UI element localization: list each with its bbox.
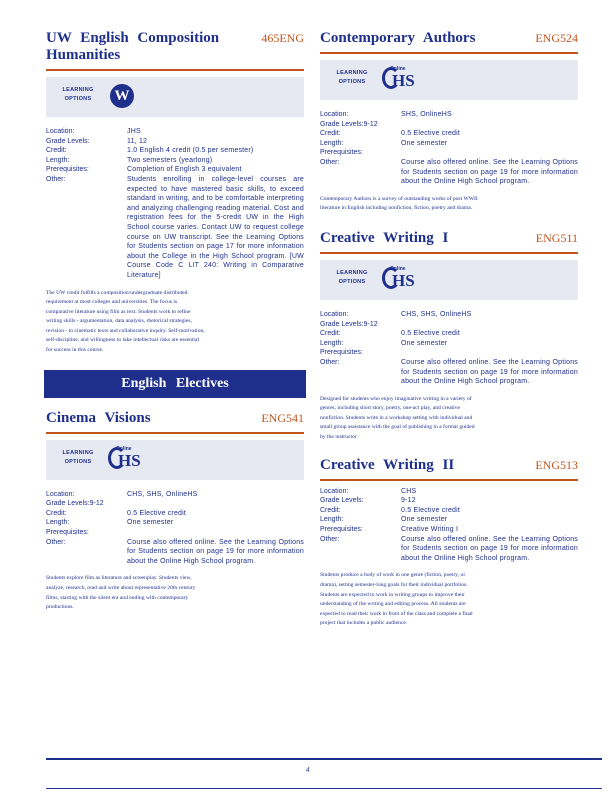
course-creative-writing-2 [320, 457, 578, 629]
location-value: CHS, SHS, OnlineHS [401, 310, 472, 318]
title-rule [320, 252, 578, 254]
grade-levels-label: Grade Levels:9-12 [46, 500, 104, 508]
length-value: One semester [401, 339, 448, 347]
learning-options-box [320, 60, 578, 100]
other-label: Other: [320, 535, 340, 543]
course-title: Contemporary Authors [320, 30, 476, 46]
location-label: Location: [46, 490, 75, 498]
length-label: Length: [46, 156, 70, 164]
footer-rule-top [46, 758, 602, 760]
course-info [320, 110, 578, 187]
course-info [320, 487, 578, 564]
location-label: Location: [320, 310, 349, 318]
learning-options-label: LEARNING OPTIONS [62, 87, 94, 102]
prerequisites-label: Prerequisites: [320, 149, 363, 157]
section-header-english-electives: English Electives [44, 370, 306, 398]
credit-label: Credit: [320, 506, 341, 514]
learning-options-label: LEARNING OPTIONS [336, 70, 368, 85]
grade-levels-value: 9-12 [401, 497, 416, 505]
course-title: Cinema Visions [46, 409, 151, 426]
title-rule [46, 432, 304, 434]
course-code: ENG541 [261, 410, 304, 425]
course-info [46, 490, 304, 567]
location-value: CHS, SHS, OnlineHS [127, 490, 198, 498]
course-code: ENG513 [535, 457, 578, 472]
location-label: Location: [320, 487, 349, 495]
other-value: Course also offered online. See the Learning Options for Students section on page 19 for more information about the Online High School program. [127, 538, 304, 565]
credit-value: 0.5 Elective credit [401, 330, 461, 338]
prerequisites-value [127, 528, 304, 538]
other-label: Other: [320, 158, 340, 166]
learning-options-box [320, 260, 578, 300]
credit-value: 1.0 English 4 credit (0.5 per semester) [127, 147, 254, 155]
course-info [320, 310, 578, 387]
online-hs-logo-icon: Online HS [382, 66, 422, 94]
course-title: Creative Writing II [320, 456, 455, 473]
other-label: Other: [46, 538, 66, 546]
other-value: Course also offered online. See the Learning Options for Students section on page 19 for more information about the Online High School program. [401, 535, 578, 562]
course-code: 465ENG [261, 31, 304, 45]
length-label: Length: [320, 139, 344, 147]
prerequisites-value [401, 348, 578, 358]
course-description: The UW credit fulfills a composition/undergraduate distributed requirement at most colleges and universities. The focus is comparative literature using film as text. Students work to refine writing skills - argumentation, data analysis, rhetorical strategies, revision - to cinematic texts and collaborative inquiry. Self-motivation, self-discipline, and willingness to take intellectual risks are essential for success in this course. [46, 289, 205, 354]
course-uw-english [46, 30, 304, 356]
online-hs-logo-icon: Online HS [382, 266, 422, 294]
credit-label: Credit: [46, 509, 67, 517]
location-value: JHS [127, 128, 141, 135]
location-value: CHS [401, 487, 417, 495]
other-label: Other: [46, 175, 66, 183]
learning-options-box [46, 440, 304, 480]
credit-value: 0.5 Elective credit [401, 130, 461, 138]
title-rule [320, 52, 578, 54]
online-hs-logo-icon: Online HS [108, 446, 148, 474]
other-value: Course also offered online. See the Learning Options for Students section on page 19 for more information about the Online High School program. [401, 358, 578, 386]
prerequisites-value [401, 148, 578, 158]
location-value: SHS, OnlineHS [401, 111, 452, 118]
length-value: One semester [401, 516, 448, 524]
course-contemporary-authors [320, 30, 578, 214]
prerequisites-label: Prerequisites: [320, 526, 363, 534]
location-label: Location: [46, 128, 75, 135]
length-label: Length: [46, 519, 70, 527]
course-description: Students explore film as literature and screenplay. Students view, analyze, research, read and write about representative 20th century films, starting with the silent era and ending with contemporary productions. [46, 575, 196, 611]
credit-label: Credit: [320, 330, 341, 338]
grade-levels-label: Grade Levels:9-12 [320, 120, 378, 128]
course-description: Designed for students who enjoy imaginative writing in a variety of genres, including short story, poetry, one-act play, and creative nonfiction. Students write in a workshop setting with individual and small group assistance with the goal of publishing in a format guided by the instructor. [320, 395, 475, 441]
course-title: Creative Writing I [320, 229, 449, 246]
course-code: ENG524 [535, 31, 578, 45]
grade-levels-label: Grade Levels: [46, 137, 90, 145]
grade-levels-label: Grade Levels: [320, 497, 364, 505]
learning-options-label: LEARNING OPTIONS [62, 449, 94, 465]
credit-value: 0.5 Elective credit [127, 509, 187, 517]
course-info [46, 127, 304, 281]
other-label: Other: [320, 358, 340, 366]
title-rule [46, 69, 304, 71]
credit-label: Credit: [320, 130, 341, 138]
course-cinema-visions [46, 410, 304, 613]
title-rule [320, 479, 578, 481]
course-code: ENG511 [535, 230, 578, 245]
length-label: Length: [320, 516, 344, 524]
credit-label: Credit: [46, 147, 67, 155]
course-title: UW English Composition Humanities [46, 30, 220, 63]
uw-logo-icon: W [110, 84, 134, 108]
course-creative-writing-1 [320, 230, 578, 443]
length-value: One semester [127, 519, 174, 527]
grade-levels-value: 11, 12 [127, 137, 148, 145]
course-description: Contemporary Authors is a survey of outstanding works of post WWII literature in English including nonfiction, fiction, poetry and drama. [320, 195, 478, 212]
page-number: 4 [306, 766, 310, 774]
location-label: Location: [320, 111, 349, 118]
right-column [320, 30, 578, 629]
length-value: One semester [401, 139, 448, 147]
footer-rule-bottom [46, 788, 602, 789]
learning-options-box [46, 77, 304, 117]
grade-levels-label: Grade Levels:9-12 [320, 320, 378, 328]
length-label: Length: [320, 339, 344, 347]
prerequisites-label: Prerequisites: [320, 349, 363, 357]
prerequisites-label: Prerequisites: [46, 529, 89, 537]
prerequisites-label: Prerequisites: [46, 166, 89, 174]
other-value: Students enrolling in college-level courses are expected to have mastered basic skills, to exceed standard in writing, and to be comfortable interpreting and analyzing challenging reading material. Cost and registration fees for the 5-credit UW in the High School course varies. Contact UW to request college course on UW transcript. See the Learning Options for Students section on page 17 for more information about the College in the High School program. [UW Course Code C LIT 240: Writing in Comparative Literature] [127, 175, 304, 279]
length-value: Two semesters (yearlong) [127, 156, 213, 164]
learning-options-label: LEARNING OPTIONS [336, 269, 368, 285]
other-value: Course also offered online. See the Learning Options for Students section on page 19 for more information about the Online High School program. [401, 158, 578, 186]
prerequisites-value: Creative Writing I [401, 526, 459, 534]
course-description: Students produce a body of work in one genre (fiction, poetry, or drama), setting semester-long goals for their individual portfolios. Students are expected to work in writing groups to improve their understanding of the writing and editing process. All students are expected to read their work in front of the class and complete a final project that includes a public audience. [320, 572, 473, 627]
left-column [46, 30, 304, 613]
prerequisites-value: Completion of English 3 equivalent [127, 166, 242, 174]
credit-value: 0.5 Elective credit [401, 506, 461, 514]
